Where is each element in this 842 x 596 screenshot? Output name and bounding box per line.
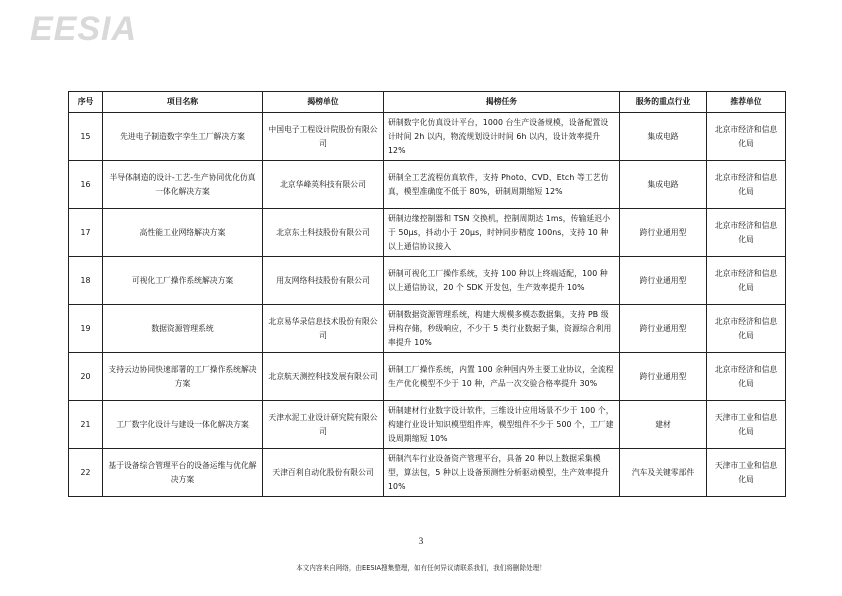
row-recommender: 北京市经济和信息化局 xyxy=(707,161,786,209)
row-project-name: 工厂数字化设计与建设一体化解决方案 xyxy=(103,401,263,449)
row-recommender: 北京市经济和信息化局 xyxy=(707,257,786,305)
row-number: 18 xyxy=(69,257,103,305)
row-project-name: 半导体制造的设计-工艺-生产协同优化仿真一体化解决方案 xyxy=(103,161,263,209)
row-recommender: 北京市经济和信息化局 xyxy=(707,353,786,401)
header-unit: 揭榜单位 xyxy=(263,92,384,113)
row-number: 22 xyxy=(69,449,103,497)
row-recommender: 北京市经济和信息化局 xyxy=(707,305,786,353)
table-row xyxy=(69,209,786,257)
header-recommender: 推荐单位 xyxy=(707,92,786,113)
row-task: 研制全工艺流程仿真软件，支持 Photo、CVD、Etch 等工艺仿真，模型准确度不低于 80%，研制周期缩短 12% xyxy=(384,161,620,209)
row-industry: 跨行业通用型 xyxy=(620,257,707,305)
row-task: 研制数据资源管理系统，构建大规模多模态数据集，支持 PB 级异构存储，秒级响应，不少于 5 类行业数据子集，资源综合利用率提升 10% xyxy=(384,305,620,353)
row-recommender: 北京市经济和信息化局 xyxy=(707,209,786,257)
header-project-name: 项目名称 xyxy=(103,92,263,113)
table-row xyxy=(69,449,786,497)
row-industry: 跨行业通用型 xyxy=(620,209,707,257)
row-unit: 北京东土科技股份有限公司 xyxy=(263,209,384,257)
row-unit: 北京华峰英科技有限公司 xyxy=(263,161,384,209)
row-unit: 北京易华录信息技术股份有限公司 xyxy=(263,305,384,353)
row-number: 16 xyxy=(69,161,103,209)
row-number: 17 xyxy=(69,209,103,257)
page-number: 3 xyxy=(418,536,424,546)
row-project-name: 高性能工业网络解决方案 xyxy=(103,209,263,257)
row-industry: 建材 xyxy=(620,401,707,449)
row-task: 研制工厂操作系统，内置 100 余种国内外主要工业协议，全流程生产优化模型不少于 10 种，产品一次交验合格率提升 30% xyxy=(384,353,620,401)
table-row xyxy=(69,257,786,305)
row-project-name: 先进电子制造数字孪生工厂解决方案 xyxy=(103,113,263,161)
row-task: 研制建材行业数字设计软件，三维设计应用场景不少于 100 个，构建行业设计知识模型组件库，模型组件不少于 500 个，工厂建设周期缩短 10% xyxy=(384,401,620,449)
table-row xyxy=(69,353,786,401)
row-number: 15 xyxy=(69,113,103,161)
row-unit: 用友网络科技股份有限公司 xyxy=(263,257,384,305)
header-industry: 服务的重点行业 xyxy=(620,92,707,113)
footer-disclaimer: 本文内容来自网络，由EESIA搜集整理，如有任何异议请联系我们，我们将删除处理！ xyxy=(296,564,546,572)
row-industry: 集成电路 xyxy=(620,113,707,161)
row-number: 20 xyxy=(69,353,103,401)
row-task: 研制数字化仿真设计平台，1000 台生产设备规模，设备配置设计时间 2h 以内，物流规划设计时间 6h 以内，设计效率提升 12% xyxy=(384,113,620,161)
row-industry: 集成电路 xyxy=(620,161,707,209)
table-row xyxy=(69,113,786,161)
row-number: 19 xyxy=(69,305,103,353)
project-table xyxy=(68,91,786,497)
row-task: 研制可视化工厂操作系统，支持 100 种以上终端适配，100 种以上通信协议，20 个 SDK 开发包，生产效率提升 10% xyxy=(384,257,620,305)
row-unit: 天津水泥工业设计研究院有限公司 xyxy=(263,401,384,449)
row-project-name: 可视化工厂操作系统解决方案 xyxy=(103,257,263,305)
row-recommender: 天津市工业和信息化局 xyxy=(707,449,786,497)
table-row xyxy=(69,305,786,353)
row-industry: 跨行业通用型 xyxy=(620,353,707,401)
row-task: 研制汽车行业设备资产管理平台，具备 20 种以上数据采集模型，算法包，5 种以上设备预测性分析驱动模型，生产效率提升 10% xyxy=(384,449,620,497)
table-header-row xyxy=(69,92,786,113)
header-task: 揭榜任务 xyxy=(384,92,620,113)
row-recommender: 天津市工业和信息化局 xyxy=(707,401,786,449)
eesia-logo: EESIA xyxy=(30,10,138,48)
row-task: 研制边缘控制器和 TSN 交换机，控制周期达 1ms，传输延迟小于 50μs，抖动小于 20μs，时钟同步精度 100ns，支持 10 种以上通信协议接入 xyxy=(384,209,620,257)
row-project-name: 基于设备综合管理平台的设备运维与优化解决方案 xyxy=(103,449,263,497)
row-unit: 中国电子工程设计院股份有限公司 xyxy=(263,113,384,161)
row-recommender: 北京市经济和信息化局 xyxy=(707,113,786,161)
row-industry: 跨行业通用型 xyxy=(620,305,707,353)
row-project-name: 支持云边协同快速部署的工厂操作系统解决方案 xyxy=(103,353,263,401)
row-unit: 天津百利自动化股份有限公司 xyxy=(263,449,384,497)
row-industry: 汽车及关键零部件 xyxy=(620,449,707,497)
table-row xyxy=(69,401,786,449)
table-row xyxy=(69,161,786,209)
row-unit: 北京航天测控科技发展有限公司 xyxy=(263,353,384,401)
row-number: 21 xyxy=(69,401,103,449)
row-project-name: 数据资源管理系统 xyxy=(103,305,263,353)
header-number: 序号 xyxy=(69,92,103,113)
